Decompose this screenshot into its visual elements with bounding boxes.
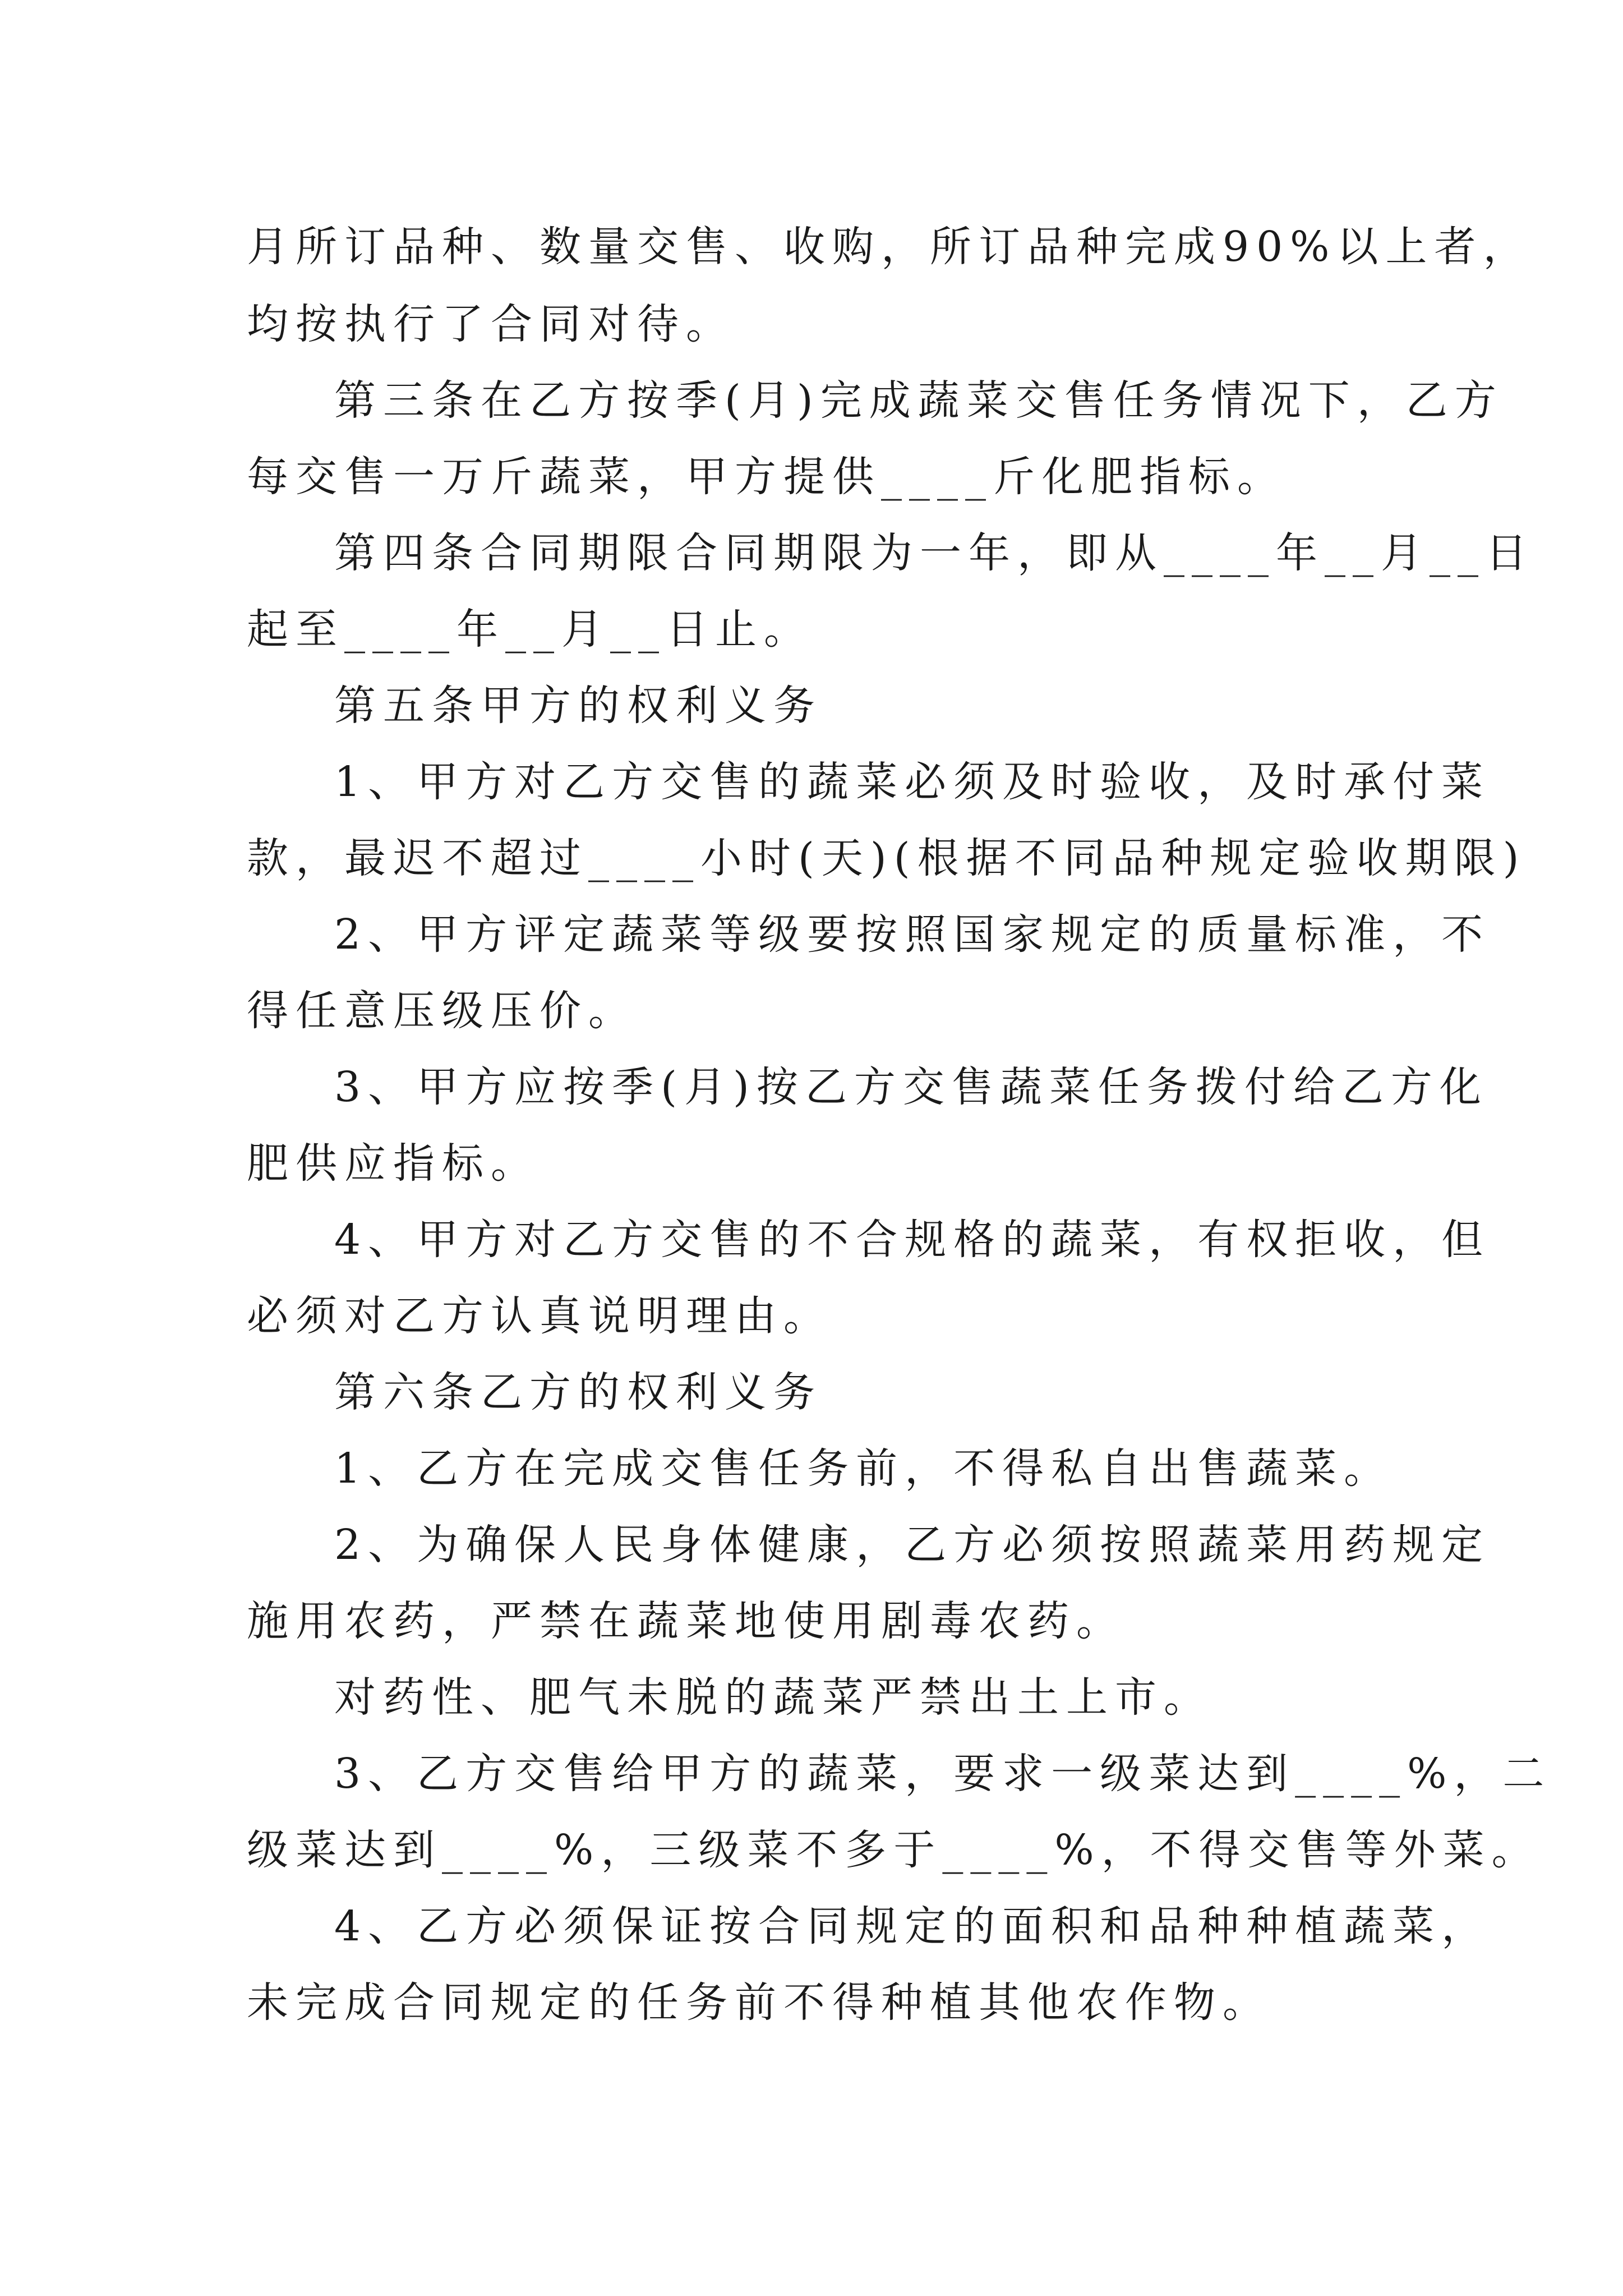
text-line: 款，最迟不超过____小时(天)(根据不同品种规定验收期限) xyxy=(247,834,1527,882)
text-line: 第四条合同期限合同期限为一年，即从____年__月__日 xyxy=(334,529,1534,577)
text-line: 2、甲方评定蔬菜等级要按照国家规定的质量标准，不 xyxy=(334,910,1491,959)
text-line: 第五条甲方的权利义务 xyxy=(334,682,822,730)
text-line: 施用农药，严禁在蔬菜地使用剧毒农药。 xyxy=(247,1597,1125,1645)
text-line: 得任意压级压价。 xyxy=(247,987,637,1035)
text-line: 级菜达到____%，三级菜不多于____%，不得交售等外菜。 xyxy=(247,1826,1541,1874)
text-line: 必须对乙方认真说明理由。 xyxy=(247,1292,832,1340)
text-line: 3、甲方应按季(月)按乙方交售蔬菜任务拨付给乙方化 xyxy=(334,1063,1488,1111)
text-line: 每交售一万斤蔬菜，甲方提供____斤化肥指标。 xyxy=(247,453,1286,501)
text-line: 3、乙方交售给甲方的蔬菜，要求一级菜达到____%，二 xyxy=(334,1750,1552,1798)
text-line: 1、乙方在完成交售任务前，不得私自出售蔬菜。 xyxy=(334,1444,1393,1493)
text-line: 均按执行了合同对待。 xyxy=(247,300,735,348)
text-line: 对药性、肥气未脱的蔬菜严禁出土上市。 xyxy=(334,1673,1212,1722)
text-line: 未完成合同规定的任务前不得种植其他农作物。 xyxy=(247,1978,1271,2027)
text-line: 起至____年__月__日止。 xyxy=(247,605,813,654)
text-line: 1、甲方对乙方交售的蔬菜必须及时验收，及时承付菜 xyxy=(334,758,1491,806)
text-line: 4、乙方必须保证按合同规定的面积和品种种植蔬菜， xyxy=(334,1902,1491,1950)
text-line: 第六条乙方的权利义务 xyxy=(334,1368,822,1416)
text-line: 4、甲方对乙方交售的不合规格的蔬菜，有权拒收，但 xyxy=(334,1216,1491,1264)
text-line: 2、为确保人民身体健康，乙方必须按照蔬菜用药规定 xyxy=(334,1521,1491,1569)
text-line: 月所订品种、数量交售、收购，所订品种完成90%以上者， xyxy=(247,223,1532,271)
text-line: 肥供应指标。 xyxy=(247,1139,540,1188)
text-line: 第三条在乙方按季(月)完成蔬菜交售任务情况下，乙方 xyxy=(334,376,1504,425)
